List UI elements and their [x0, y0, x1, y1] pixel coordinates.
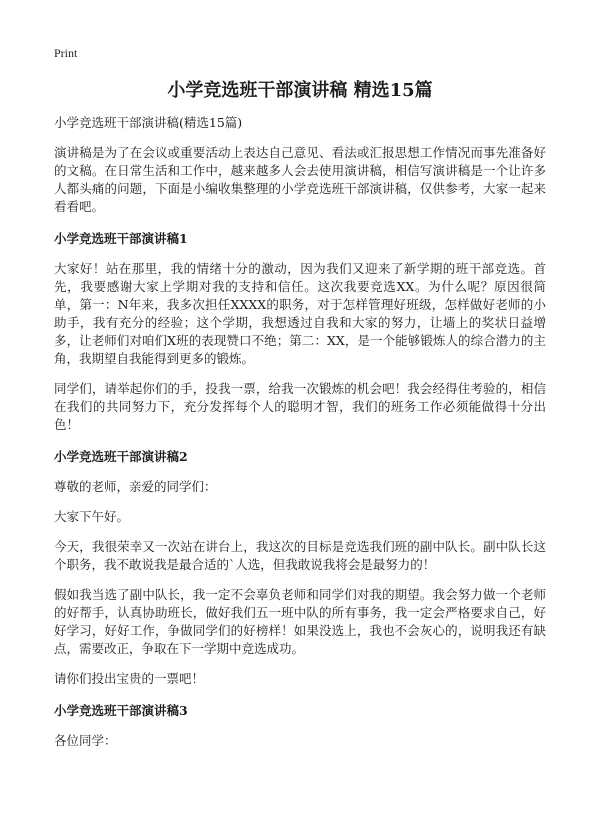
section-2-paragraph-5: 请你们投出宝贵的一票吧！: [54, 671, 205, 686]
section-2-paragraph-3: 今天，我很荣幸又一次站在讲台上，我这次的目标是竞选我们班的副中队长。副中队长这个职务，我不敢说我是最合适的`人选，但我敢说我将会是最努力的！: [54, 539, 546, 572]
section-3-paragraph-1: 各位同学：: [54, 733, 117, 748]
document-subtitle: 小学竞选班干部演讲稿(精选15篇): [54, 115, 243, 130]
section-1-paragraph-2: 同学们，请举起你们的手，投我一票，给我一次锻炼的机会吧！我会经得住考验的，相信在我们的共同努力下，充分发挥每个人的聪明才智，我们的班务工作必须能做得十分出色！: [54, 381, 546, 432]
section-2-paragraph-2: 大家下午好。: [54, 509, 130, 524]
section-heading-3: 小学竞选班干部演讲稿3: [54, 703, 188, 718]
section-2-paragraph-4: 假如我当选了副中队长，我一定不会辜负老师和同学们对我的期望。我会努力做一个老师的好帮手，认真协助班长，做好我们五一班中队的所有事务，我一定会严格要求自己，好好学习，好好工作，争做同学们的好榜样！如果没选上，我也不会灰心的，说明我还有缺点，需要改正，争取在下一学期中竞选成功。: [54, 587, 546, 656]
intro-paragraph: 演讲稿是为了在会议或重要活动上表达自己意见、看法或汇报思想工作情况而事先准备好的文稿。在日常生活和工作中，越来越多人会去使用演讲稿，相信写演讲稿是一个让许多人都头痛的问题，下面是小编收集整理的小学竞选班干部演讲稿，仅供参考，大家一起来看看吧。: [54, 145, 546, 214]
section-2-paragraph-1: 尊敬的老师，亲爱的同学们：: [54, 479, 217, 494]
section-heading-2: 小学竞选班干部演讲稿2: [54, 449, 188, 464]
section-1-paragraph-1: 大家好！站在那里，我的情绪十分的激动，因为我们又迎来了新学期的班干部竞选。首先，我要感谢大家上学期对我的支持和信任。这次我要竞选XX。为什么呢？原因很简单，第一：N年来，我多次担任XXXX的职务，对于怎样管理好班级，怎样做好老师的小助手，我有充分的经验；这个学期，我想透过自我和大家的努力，让墙上的奖状日益增多，让老师们对咱们X班的表现赞口不绝；第二：XX，是一个能够锻炼人的综合潜力的主角，我期望自我能得到更多的锻炼。: [54, 261, 546, 366]
section-heading-1: 小学竞选班干部演讲稿1: [54, 231, 188, 246]
document-title: 小学竞选班干部演讲稿 精选15篇: [167, 80, 433, 101]
print-label[interactable]: Print: [54, 46, 78, 60]
